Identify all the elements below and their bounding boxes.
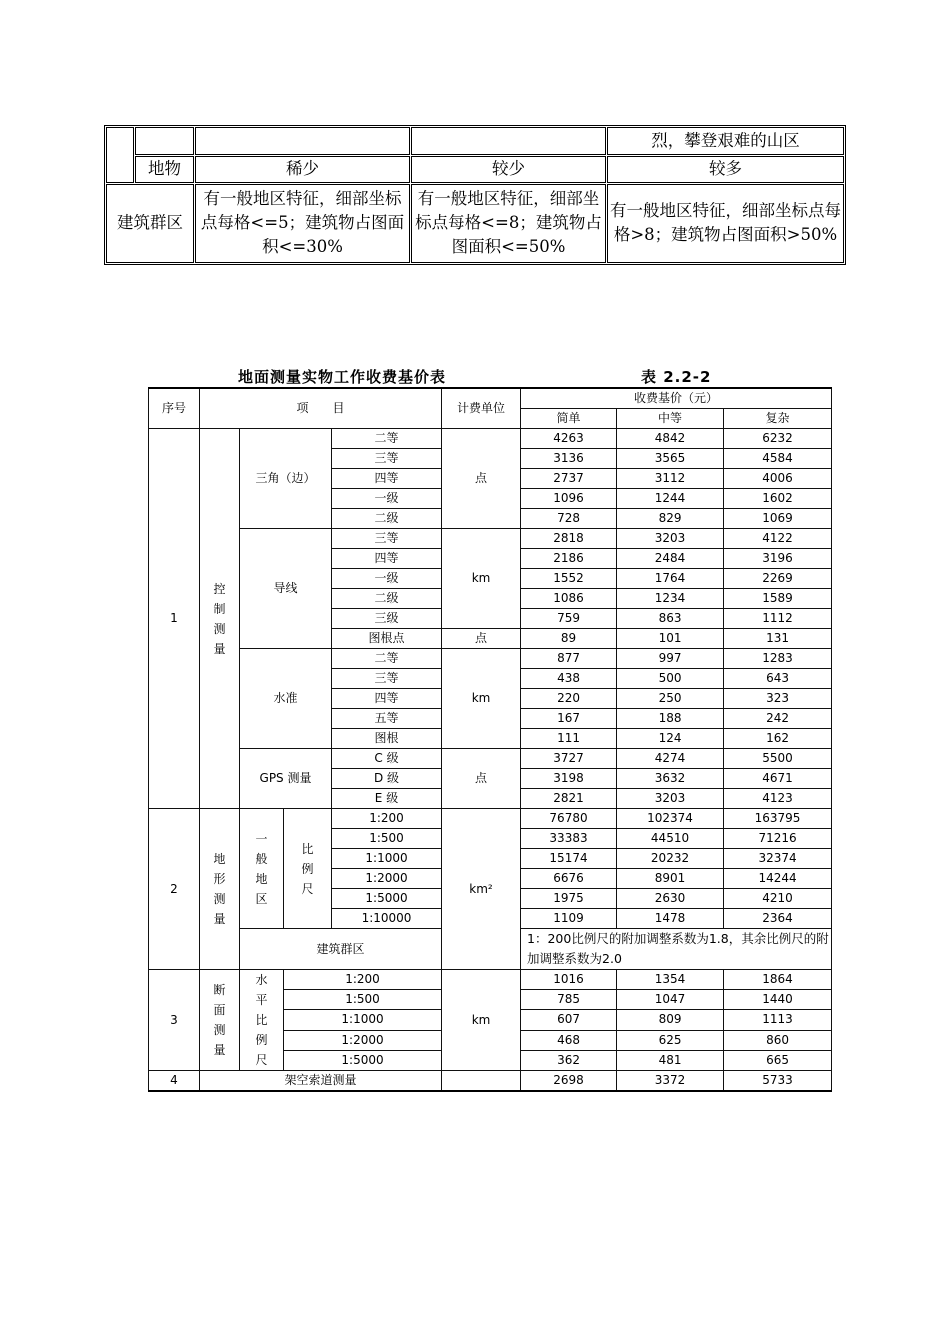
price-simple: 2737 — [521, 469, 617, 489]
price-simple: 1096 — [521, 489, 617, 509]
header-simple: 简单 — [521, 409, 617, 429]
grade: 二级 — [332, 589, 442, 609]
header-price: 收费基价（元） — [521, 388, 832, 409]
group-seq: 2 — [149, 809, 200, 970]
price-complex: 1864 — [724, 970, 832, 990]
scale: 1:5000 — [332, 889, 442, 909]
grade: 一级 — [332, 489, 442, 509]
general-area — [240, 809, 284, 929]
table-number: 表 2.2-2 — [641, 368, 712, 386]
price-simple: 2186 — [521, 549, 617, 569]
price-medium: 188 — [617, 709, 724, 729]
header-item: 项 目 — [200, 388, 442, 429]
price-medium: 625 — [617, 1030, 724, 1050]
unit: km — [442, 970, 521, 1071]
price-simple: 220 — [521, 689, 617, 709]
grade: 二等 — [332, 429, 442, 449]
scale: 1:2000 — [284, 1030, 442, 1050]
price-simple: 3727 — [521, 749, 617, 769]
price-medium: 500 — [617, 669, 724, 689]
scale: 1:500 — [332, 829, 442, 849]
scale: 1:5000 — [284, 1050, 442, 1070]
grade: 一级 — [332, 569, 442, 589]
sub-category: 水准 — [240, 649, 332, 749]
scale: 1:500 — [284, 990, 442, 1010]
price-medium: 2484 — [617, 549, 724, 569]
table-cell — [411, 127, 606, 155]
price-complex: 5733 — [724, 1071, 832, 1092]
vertical-text: 一 般 地 区 — [255, 831, 268, 906]
vertical-text: 地 形 测 量 — [213, 852, 226, 926]
grade: 五等 — [332, 709, 442, 729]
price-complex: 1589 — [724, 589, 832, 609]
price-medium: 3112 — [617, 469, 724, 489]
grade: D 级 — [332, 769, 442, 789]
price-complex: 3196 — [724, 549, 832, 569]
group-seq: 1 — [149, 429, 200, 809]
table-row — [149, 429, 832, 449]
price-medium: 829 — [617, 509, 724, 529]
price-complex: 1113 — [724, 1010, 832, 1030]
price-complex: 71216 — [724, 829, 832, 849]
table-cell: 有一般地区特征，细部坐标点每格<=5；建筑物占图面积<=30% — [195, 184, 410, 263]
price-complex: 1112 — [724, 609, 832, 629]
table-cell: 较少 — [411, 156, 606, 183]
price-medium: 4274 — [617, 749, 724, 769]
price-medium: 3565 — [617, 449, 724, 469]
price-simple: 89 — [521, 629, 617, 649]
price-complex: 1440 — [724, 990, 832, 1010]
price-complex: 32374 — [724, 849, 832, 869]
unit — [442, 1071, 521, 1092]
price-medium: 1478 — [617, 909, 724, 929]
price-complex: 4584 — [724, 449, 832, 469]
price-medium: 1234 — [617, 589, 724, 609]
sub-category: 三角（边） — [240, 429, 332, 529]
table-cell: 烈，攀登艰难的山区 — [607, 127, 844, 155]
header-complex: 复杂 — [724, 409, 832, 429]
price-complex: 2269 — [724, 569, 832, 589]
price-complex: 14244 — [724, 869, 832, 889]
row-label: 地物 — [135, 156, 194, 183]
adjustment-note: 1：200比例尺的附加调整系数为1.8，其余比例尺的附加调整系数为2.0 — [521, 929, 832, 970]
grade: 二级 — [332, 509, 442, 529]
price-medium: 3372 — [617, 1071, 724, 1092]
price-medium: 101 — [617, 629, 724, 649]
price-complex: 323 — [724, 689, 832, 709]
table-cell — [106, 127, 134, 183]
price-simple: 3198 — [521, 769, 617, 789]
price-complex: 4671 — [724, 769, 832, 789]
vertical-text: 比 例 尺 — [301, 841, 314, 896]
price-complex: 131 — [724, 629, 832, 649]
group-name — [200, 809, 240, 970]
table-cell: 稀少 — [195, 156, 410, 183]
scale: 1:2000 — [332, 869, 442, 889]
price-medium: 1764 — [617, 569, 724, 589]
table-cell — [195, 127, 410, 155]
price-medium: 124 — [617, 729, 724, 749]
unit: 点 — [442, 429, 521, 529]
grade: E 级 — [332, 789, 442, 809]
grade: C 级 — [332, 749, 442, 769]
price-complex: 4123 — [724, 789, 832, 809]
price-complex: 643 — [724, 669, 832, 689]
table-cell: 较多 — [607, 156, 844, 183]
price-medium: 863 — [617, 609, 724, 629]
price-simple: 3136 — [521, 449, 617, 469]
price-complex: 5500 — [724, 749, 832, 769]
vertical-text: 水 平 比 例 尺 — [255, 973, 268, 1067]
price-simple: 15174 — [521, 849, 617, 869]
grade: 图根点 — [332, 629, 442, 649]
price-medium: 44510 — [617, 829, 724, 849]
table-cell: 有一般地区特征，细部坐标点每格<=8；建筑物占图面积<=50% — [411, 184, 606, 263]
price-complex: 2364 — [724, 909, 832, 929]
table-row — [149, 529, 832, 549]
vertical-text: 控 制 测 量 — [213, 581, 226, 656]
table-cell: 有一般地区特征，细部坐标点每格>8；建筑物占图面积>50% — [607, 184, 844, 263]
price-complex: 665 — [724, 1050, 832, 1070]
grade: 图根 — [332, 729, 442, 749]
price-medium: 4842 — [617, 429, 724, 449]
header-unit: 计费单位 — [442, 388, 521, 429]
price-complex: 162 — [724, 729, 832, 749]
table-row — [149, 749, 832, 769]
unit: 点 — [442, 749, 521, 809]
table-cell — [135, 127, 194, 155]
grade: 三等 — [332, 529, 442, 549]
price-medium: 8901 — [617, 869, 724, 889]
table-title: 地面测量实物工作收费基价表 — [238, 368, 447, 386]
price-simple: 111 — [521, 729, 617, 749]
scale-label — [240, 970, 284, 1071]
price-medium: 809 — [617, 1010, 724, 1030]
price-simple: 1086 — [521, 589, 617, 609]
scale: 1:10000 — [332, 909, 442, 929]
grade: 四等 — [332, 549, 442, 569]
price-medium: 2630 — [617, 889, 724, 909]
price-simple: 33383 — [521, 829, 617, 849]
table-row — [106, 184, 844, 263]
table-row — [106, 127, 844, 155]
price-simple: 607 — [521, 1010, 617, 1030]
table-row — [149, 970, 832, 990]
price-medium: 3203 — [617, 789, 724, 809]
price-medium: 250 — [617, 689, 724, 709]
price-complex: 860 — [724, 1030, 832, 1050]
header-row — [149, 388, 832, 409]
grade: 三等 — [332, 669, 442, 689]
grade: 四等 — [332, 469, 442, 489]
vertical-text: 断 面 测 量 — [213, 983, 226, 1057]
price-simple: 2821 — [521, 789, 617, 809]
price-complex: 1602 — [724, 489, 832, 509]
price-simple: 1016 — [521, 970, 617, 990]
price-simple: 1109 — [521, 909, 617, 929]
group-seq: 3 — [149, 970, 200, 1071]
price-medium: 3632 — [617, 769, 724, 789]
unit: km — [442, 649, 521, 749]
table-row — [106, 156, 844, 183]
price-medium: 1244 — [617, 489, 724, 509]
price-medium: 20232 — [617, 849, 724, 869]
grade: 三级 — [332, 609, 442, 629]
header-seq: 序号 — [149, 388, 200, 429]
unit: km — [442, 529, 521, 629]
price-medium: 3203 — [617, 529, 724, 549]
price-simple: 1975 — [521, 889, 617, 909]
price-simple: 877 — [521, 649, 617, 669]
price-simple: 728 — [521, 509, 617, 529]
price-complex: 4210 — [724, 889, 832, 909]
price-simple: 167 — [521, 709, 617, 729]
table-row — [149, 809, 832, 829]
scale: 1:1000 — [284, 1010, 442, 1030]
price-medium: 1047 — [617, 990, 724, 1010]
scale: 1:1000 — [332, 849, 442, 869]
price-simple: 1552 — [521, 569, 617, 589]
price-medium: 481 — [617, 1050, 724, 1070]
price-complex: 242 — [724, 709, 832, 729]
grade: 三等 — [332, 449, 442, 469]
group-seq: 4 — [149, 1071, 200, 1092]
grade: 四等 — [332, 689, 442, 709]
sub-category: 导线 — [240, 529, 332, 649]
price-simple: 76780 — [521, 809, 617, 829]
grade: 二等 — [332, 649, 442, 669]
price-simple: 2698 — [521, 1071, 617, 1092]
table-row — [149, 1071, 832, 1092]
price-simple: 2818 — [521, 529, 617, 549]
scale-label — [284, 809, 332, 929]
price-complex: 1069 — [724, 509, 832, 529]
unit: km² — [442, 809, 521, 970]
unit: 点 — [442, 629, 521, 649]
price-medium: 997 — [617, 649, 724, 669]
price-simple: 6676 — [521, 869, 617, 889]
header-medium: 中等 — [617, 409, 724, 429]
group-name — [200, 970, 240, 1071]
group-name: 架空索道测量 — [200, 1071, 442, 1092]
price-complex: 163795 — [724, 809, 832, 829]
price-simple: 759 — [521, 609, 617, 629]
price-complex: 4006 — [724, 469, 832, 489]
scale: 1:200 — [284, 970, 442, 990]
row-label: 建筑群区 — [106, 184, 194, 263]
price-medium: 102374 — [617, 809, 724, 829]
group-name — [200, 429, 240, 809]
sub-category: GPS 测量 — [240, 749, 332, 809]
price-table — [148, 387, 832, 1092]
table-row — [149, 649, 832, 669]
price-simple: 4263 — [521, 429, 617, 449]
price-complex: 6232 — [724, 429, 832, 449]
price-simple: 362 — [521, 1050, 617, 1070]
price-complex: 1283 — [724, 649, 832, 669]
price-medium: 1354 — [617, 970, 724, 990]
price-simple: 438 — [521, 669, 617, 689]
terrain-classification-table — [104, 125, 846, 265]
price-complex: 4122 — [724, 529, 832, 549]
price-simple: 785 — [521, 990, 617, 1010]
scale: 1:200 — [332, 809, 442, 829]
price-simple: 468 — [521, 1030, 617, 1050]
building-area: 建筑群区 — [240, 929, 442, 970]
